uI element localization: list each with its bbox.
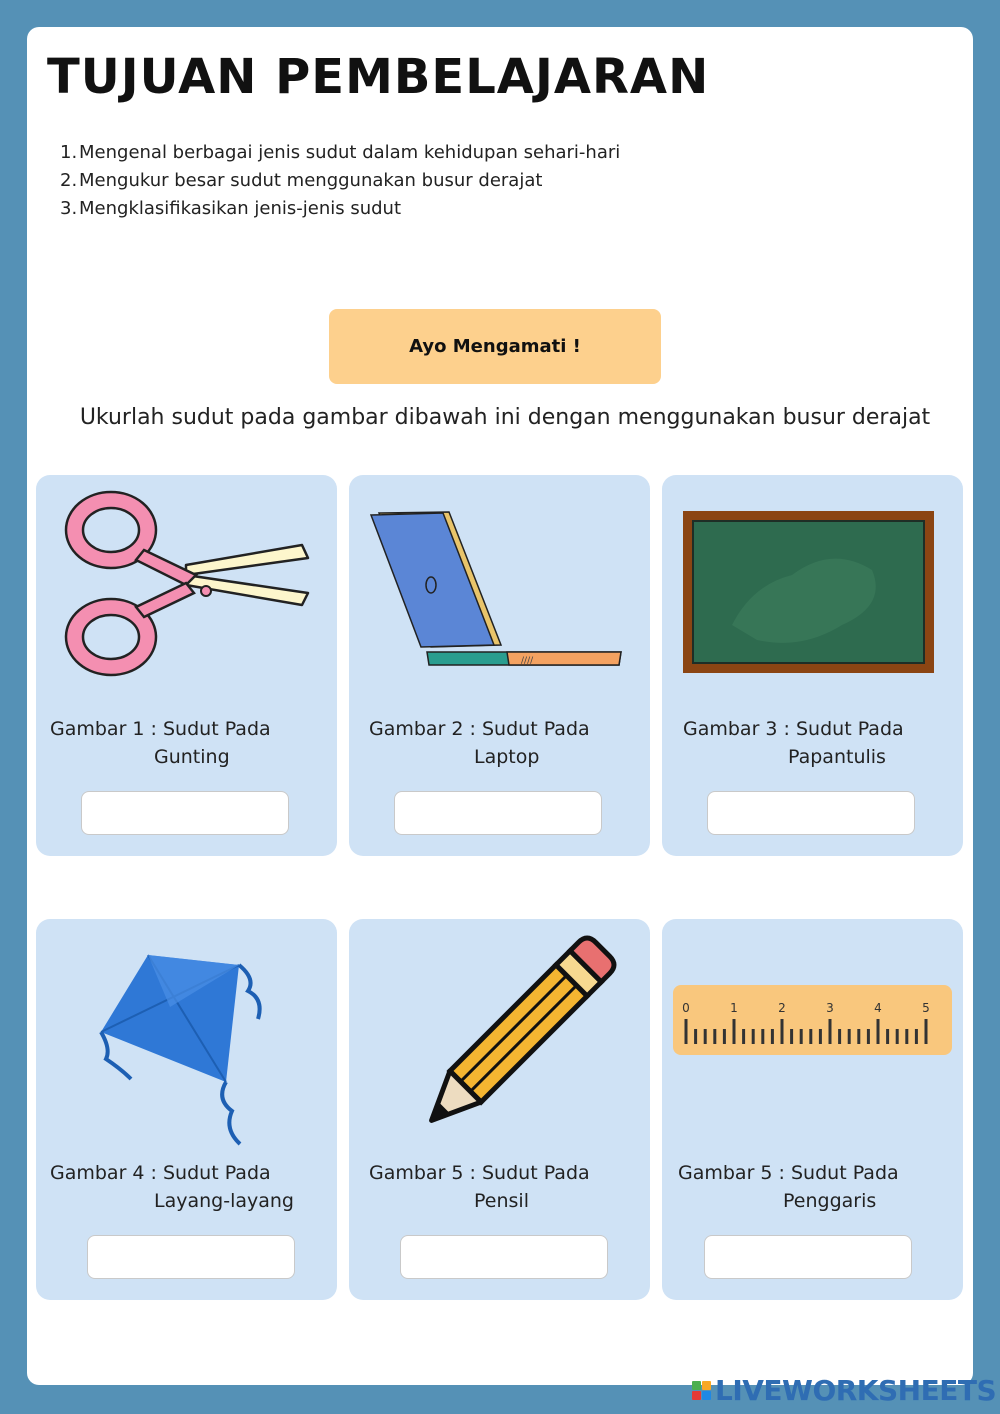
answer-input-kite[interactable]: [87, 1235, 295, 1279]
answer-input-scissors[interactable]: [81, 791, 289, 835]
card-caption: [363, 715, 645, 771]
pencil-icon: [349, 919, 650, 1149]
ruler-number-label: 1: [730, 1001, 738, 1015]
objective-item: [60, 195, 620, 223]
learning-objectives-list: [60, 139, 620, 223]
objective-text: Mengklasifikasikan jenis-jenis sudut: [79, 198, 402, 219]
objective-number: 1.: [60, 142, 78, 163]
liveworksheets-logo: [692, 1373, 997, 1407]
card-laptop: [349, 475, 650, 856]
objective-number: 2.: [60, 170, 78, 191]
objective-text: Mengenal berbagai jenis sudut dalam kehidupan sehari-hari: [79, 142, 621, 163]
caption-line-1: Gambar 5 : Sudut Pada: [678, 1162, 899, 1184]
card-caption: [363, 1159, 645, 1215]
answer-input-ruler[interactable]: [704, 1235, 912, 1279]
ruler-number-label: 4: [874, 1001, 882, 1015]
card-scissors: [36, 475, 337, 856]
caption-line-1: Gambar 5 : Sudut Pada: [369, 1162, 590, 1184]
card-caption: [676, 715, 958, 771]
observe-banner-button[interactable]: Ayo Mengamati !: [329, 309, 661, 384]
caption-line-2: Papantulis: [788, 746, 886, 768]
svg-text:////: ////: [521, 656, 534, 666]
card-kite: [36, 919, 337, 1300]
objective-number: 3.: [60, 198, 78, 219]
ruler-number-label: 3: [826, 1001, 834, 1015]
answer-input-blackboard[interactable]: [707, 791, 915, 835]
ruler-number-label: 0: [682, 1001, 690, 1015]
caption-line-1: Gambar 3 : Sudut Pada: [683, 718, 904, 740]
ruler-number-label: 2: [778, 1001, 786, 1015]
answer-input-laptop[interactable]: [394, 791, 602, 835]
card-blackboard: [662, 475, 963, 856]
ruler-number-label: 5: [922, 1001, 930, 1015]
instruction-text: Ukurlah sudut pada gambar dibawah ini dengan menggunakan busur derajat: [79, 405, 931, 430]
laptop-icon: [349, 475, 650, 685]
caption-line-2: Layang-layang: [154, 1190, 294, 1212]
card-caption: [50, 1159, 332, 1215]
card-caption: [50, 715, 332, 771]
blackboard-icon: [662, 475, 963, 685]
card-ruler: [662, 919, 963, 1300]
caption-line-2: Laptop: [474, 746, 540, 768]
objective-item: [60, 139, 620, 167]
caption-line-2: Pensil: [474, 1190, 529, 1212]
caption-line-1: Gambar 2 : Sudut Pada: [369, 718, 590, 740]
answer-input-pencil[interactable]: [400, 1235, 608, 1279]
card-caption: [676, 1159, 958, 1215]
card-pencil: [349, 919, 650, 1300]
kite-icon: [36, 919, 337, 1149]
logo-mark-icon: [692, 1381, 711, 1400]
worksheet-page: [27, 27, 973, 1385]
scissors-icon: [36, 475, 337, 685]
caption-line-1: Gambar 4 : Sudut Pada: [50, 1162, 271, 1184]
logo-text: LIVEWORKSHEETS: [715, 1373, 997, 1407]
page-title: TUJUAN PEMBELAJARAN: [47, 49, 710, 105]
ruler-icon: [662, 919, 963, 1129]
caption-line-1: Gambar 1 : Sudut Pada: [50, 718, 271, 740]
objective-item: [60, 167, 620, 195]
caption-line-2: Penggaris: [783, 1190, 877, 1212]
objective-text: Mengukur besar sudut menggunakan busur derajat: [79, 170, 543, 191]
caption-line-2: Gunting: [154, 746, 230, 768]
